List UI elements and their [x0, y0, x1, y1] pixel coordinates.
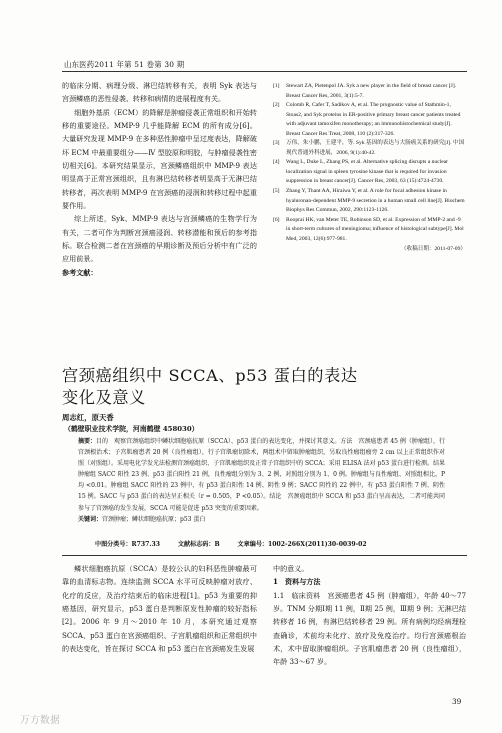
keywords-text: 宫颈肿瘤；鳞状细胞癌抗原；p53 蛋白 [102, 515, 206, 523]
intro-paragraph: 鳞状细胞癌抗原（SCCA）是较公认的妇科恶性肿瘤最可靠的血清标志物。连续监测 SCCA 水平可反映肿瘤对放疗、化疗的反应，及治疗结束后的临床进程[1]。p53 为重要的抑癌基因，研究显示，p53 蛋白是判断原发性肿瘤的较好指标[2]。2006 年 9 月～2010 年 10 月，本研究通过观察 SCCA、p53 蛋白在宫颈癌组织、子宫肌瘤组织和正常组织中的表达变化，旨在探讨 SCCA 和 p53 蛋白在宫颈癌发生发展 [62, 564, 257, 654]
document-code: 文献标志码：B [177, 541, 220, 548]
references-list [273, 82, 466, 255]
top-left-column [62, 79, 257, 279]
header-rule [62, 71, 467, 72]
affiliation: （鹤壁职业技术学院，河南鹤壁 458030） [64, 425, 199, 433]
intro-end: 中的意义。 [273, 564, 309, 573]
reference-item: [2] Colomb R, Cafer T, Sadikov A, et al. The prognostic value of Stathmin-1, Stoas2, and Syk proteins in ER-positive primary breast cancer patients treated with adjuvant tamoxifen monotherapy; an immunohistochemical study[J]. Breast Cancer Res Treat, 2008, 110 (2):317-326. [273, 102, 461, 137]
watermark: 万方数据 [20, 715, 61, 726]
running-header: 山东医药2011 年第 51 卷第 30 期 [64, 60, 185, 69]
classification-line [95, 539, 383, 548]
abstract-label: 摘要： [78, 438, 97, 445]
abstract-text: 目的 观察宫颈癌组织中鳞状细胞癌抗原（SCCA）、p53 蛋白的表达变化，并探讨其意义。方法 宫颈癌患者 45 例（肿瘤组），行宫颈根治术；子宫肌瘤患者 20 例（良性瘤组），行子宫肌瘤切除术，两组术中留取肿瘤组织，另取良性瘤组瘤旁 2 cm 以上正常组织作对照（对照组）。采用电化学发光法检测宫颈癌组织、子宫肌瘤组织及正常子宫组织中的 SCCA；采用 ELISA 法对 p53 蛋白进行检测。结果 肿瘤组 SACC 阳性 23 例、p53 蛋白阳性 21 例，良性瘤组分别为 3、2 例，对照组分别为 1、0 例。肿瘤组与良性瘤组、对照组相比，P 均 <0.01。肿瘤组 SACC 阳性的 23 例中，有 p53 蛋白阳性 14 例、阴性 9 例；SACC 阴性的 22 例中，有 p53 蛋白阳性 7 例、阴性 15 例。SACC 与 p53 蛋白的表达呈正相关（r = 0.505，P <0.05）。结论 宫颈癌组织中 SCCA 和 p53 蛋白呈高表达，二者可能共同参与了宫颈癌的发生发展，SCCA 可能是促进 p53 突变的重要因素。 [78, 438, 452, 512]
body-left-column [62, 562, 257, 655]
title-line-1: 宫颈癌组织中 SCCA、p53 蛋白的表达 [62, 366, 358, 385]
paragraph-conclusion: 综上所述，Syk、MMP-9 表达与宫颈鳞癌的生物学行为有关，二者可作为判断宫颈癌浸润、转移潜能和预后的参考指标。联合检测二者在宫颈癌的早期诊断及预后分析中有广泛的应用前景。 [62, 214, 257, 264]
clc-number: 中图分类号：R737.33 [95, 541, 160, 548]
section-heading: 1 资料与方法 [273, 577, 321, 587]
body-right-column [273, 562, 466, 669]
title-line-2: 变化及意义 [62, 388, 146, 407]
reference-item: [6] Rooprai HK, van Meter TE, Robinson SD, et al. Expression of MMP-2 and -9 in short-term cultures of meningioma; influence of histological subtype[J]. Mol Med, 2003, 12(6):977-981. [273, 216, 464, 242]
keywords-label: 关键词： [78, 515, 103, 523]
authors: 周志红，原天香 [62, 413, 114, 422]
clinical-data-paragraph: 1.1 临床资料 宫颈癌患者 45 例（肿瘤组），年龄 40～77 岁。TNM 分期Ⅰ期 11 例，Ⅱ期 25 例，Ⅲ期 9 例；无淋巴结转移者 16 例，有淋巴结转移者 29 例。所有病例均经病理检查确诊，术前均未化疗、放疗及免疫治疗。均行宫颈癌根治术，术中留取肿瘤组织。子宫肌瘤患者 20 例（良性瘤组），年龄 33～67 岁。 [273, 590, 466, 667]
received-date: （收稿日期：2011-07-09） [400, 246, 466, 253]
reference-item: [1] Stewart ZA, Pietenpol JA. Syk a new player in the field of breast cancer [J]. Breast Cancer Res, 2001, 3(1):5-7. [273, 83, 457, 99]
reference-item: [5] Zhang Y, Thant AA, Hiraiwa Y, et al. A role for focal adhesion kinase in hyaluronan-dependent MMP-9 secretion in a human small cell line[J]. Biochem Biophys Res Commun, 2002, 290:1123-1126. [273, 188, 465, 214]
paragraph-continued: 的临床分期、病理分级、淋巴结转移有关，表明 Syk 表达与宫颈鳞癌的恶性侵袭、转移和病情的进展程度有关。 [62, 81, 257, 104]
abstract [78, 436, 452, 514]
keywords [78, 514, 445, 525]
page-number: 39 [452, 697, 462, 706]
reference-item: [3] 万伟，朱小鹏，王建平，等. Syk 基因的表达与大肠癌关系的研究[J]. 中国现代普通外科进展，2006, 9(1):40-42. [273, 140, 465, 156]
paragraph-ecm: 细胞外基质（ECM）的降解是肿瘤侵袭正常组织和开始转移的重要途径。MMP-9 几乎能降解 ECM 的所有成分[6]。大量研究发现 MMP-9 在多种恶性肿瘤中呈过度表达，降解破坏 ECM 中最重要组分——Ⅳ 型胶原和明胶，与肿瘤侵袭性密切相关[6]。本研究结果显示，宫颈鳞癌组织中 MMP-9 表达明显高于正常宫颈组织，且有淋巴结转移者明显高于无淋巴结转移者，再次表明 MMP-9 在宫颈癌的浸润和转移过程中起重要作用。 [62, 107, 257, 211]
article-number: 文章编号：1002-266X(2011)30-0039-02 [237, 541, 367, 548]
abstract-block [78, 436, 452, 525]
article-title [62, 365, 358, 409]
reference-item: [4] Wang L, Duke L, Zhang PS, et al. Alternative splicing disrupts a nuclear localization signal in spleen tyrosine kinase that is required for invasion suppression in breast cancer[J]. Cancer Res, 2003, 63 (15):4724-4730. [273, 159, 449, 185]
references-label: 参考文献： [62, 267, 98, 277]
section-rule [62, 555, 467, 556]
